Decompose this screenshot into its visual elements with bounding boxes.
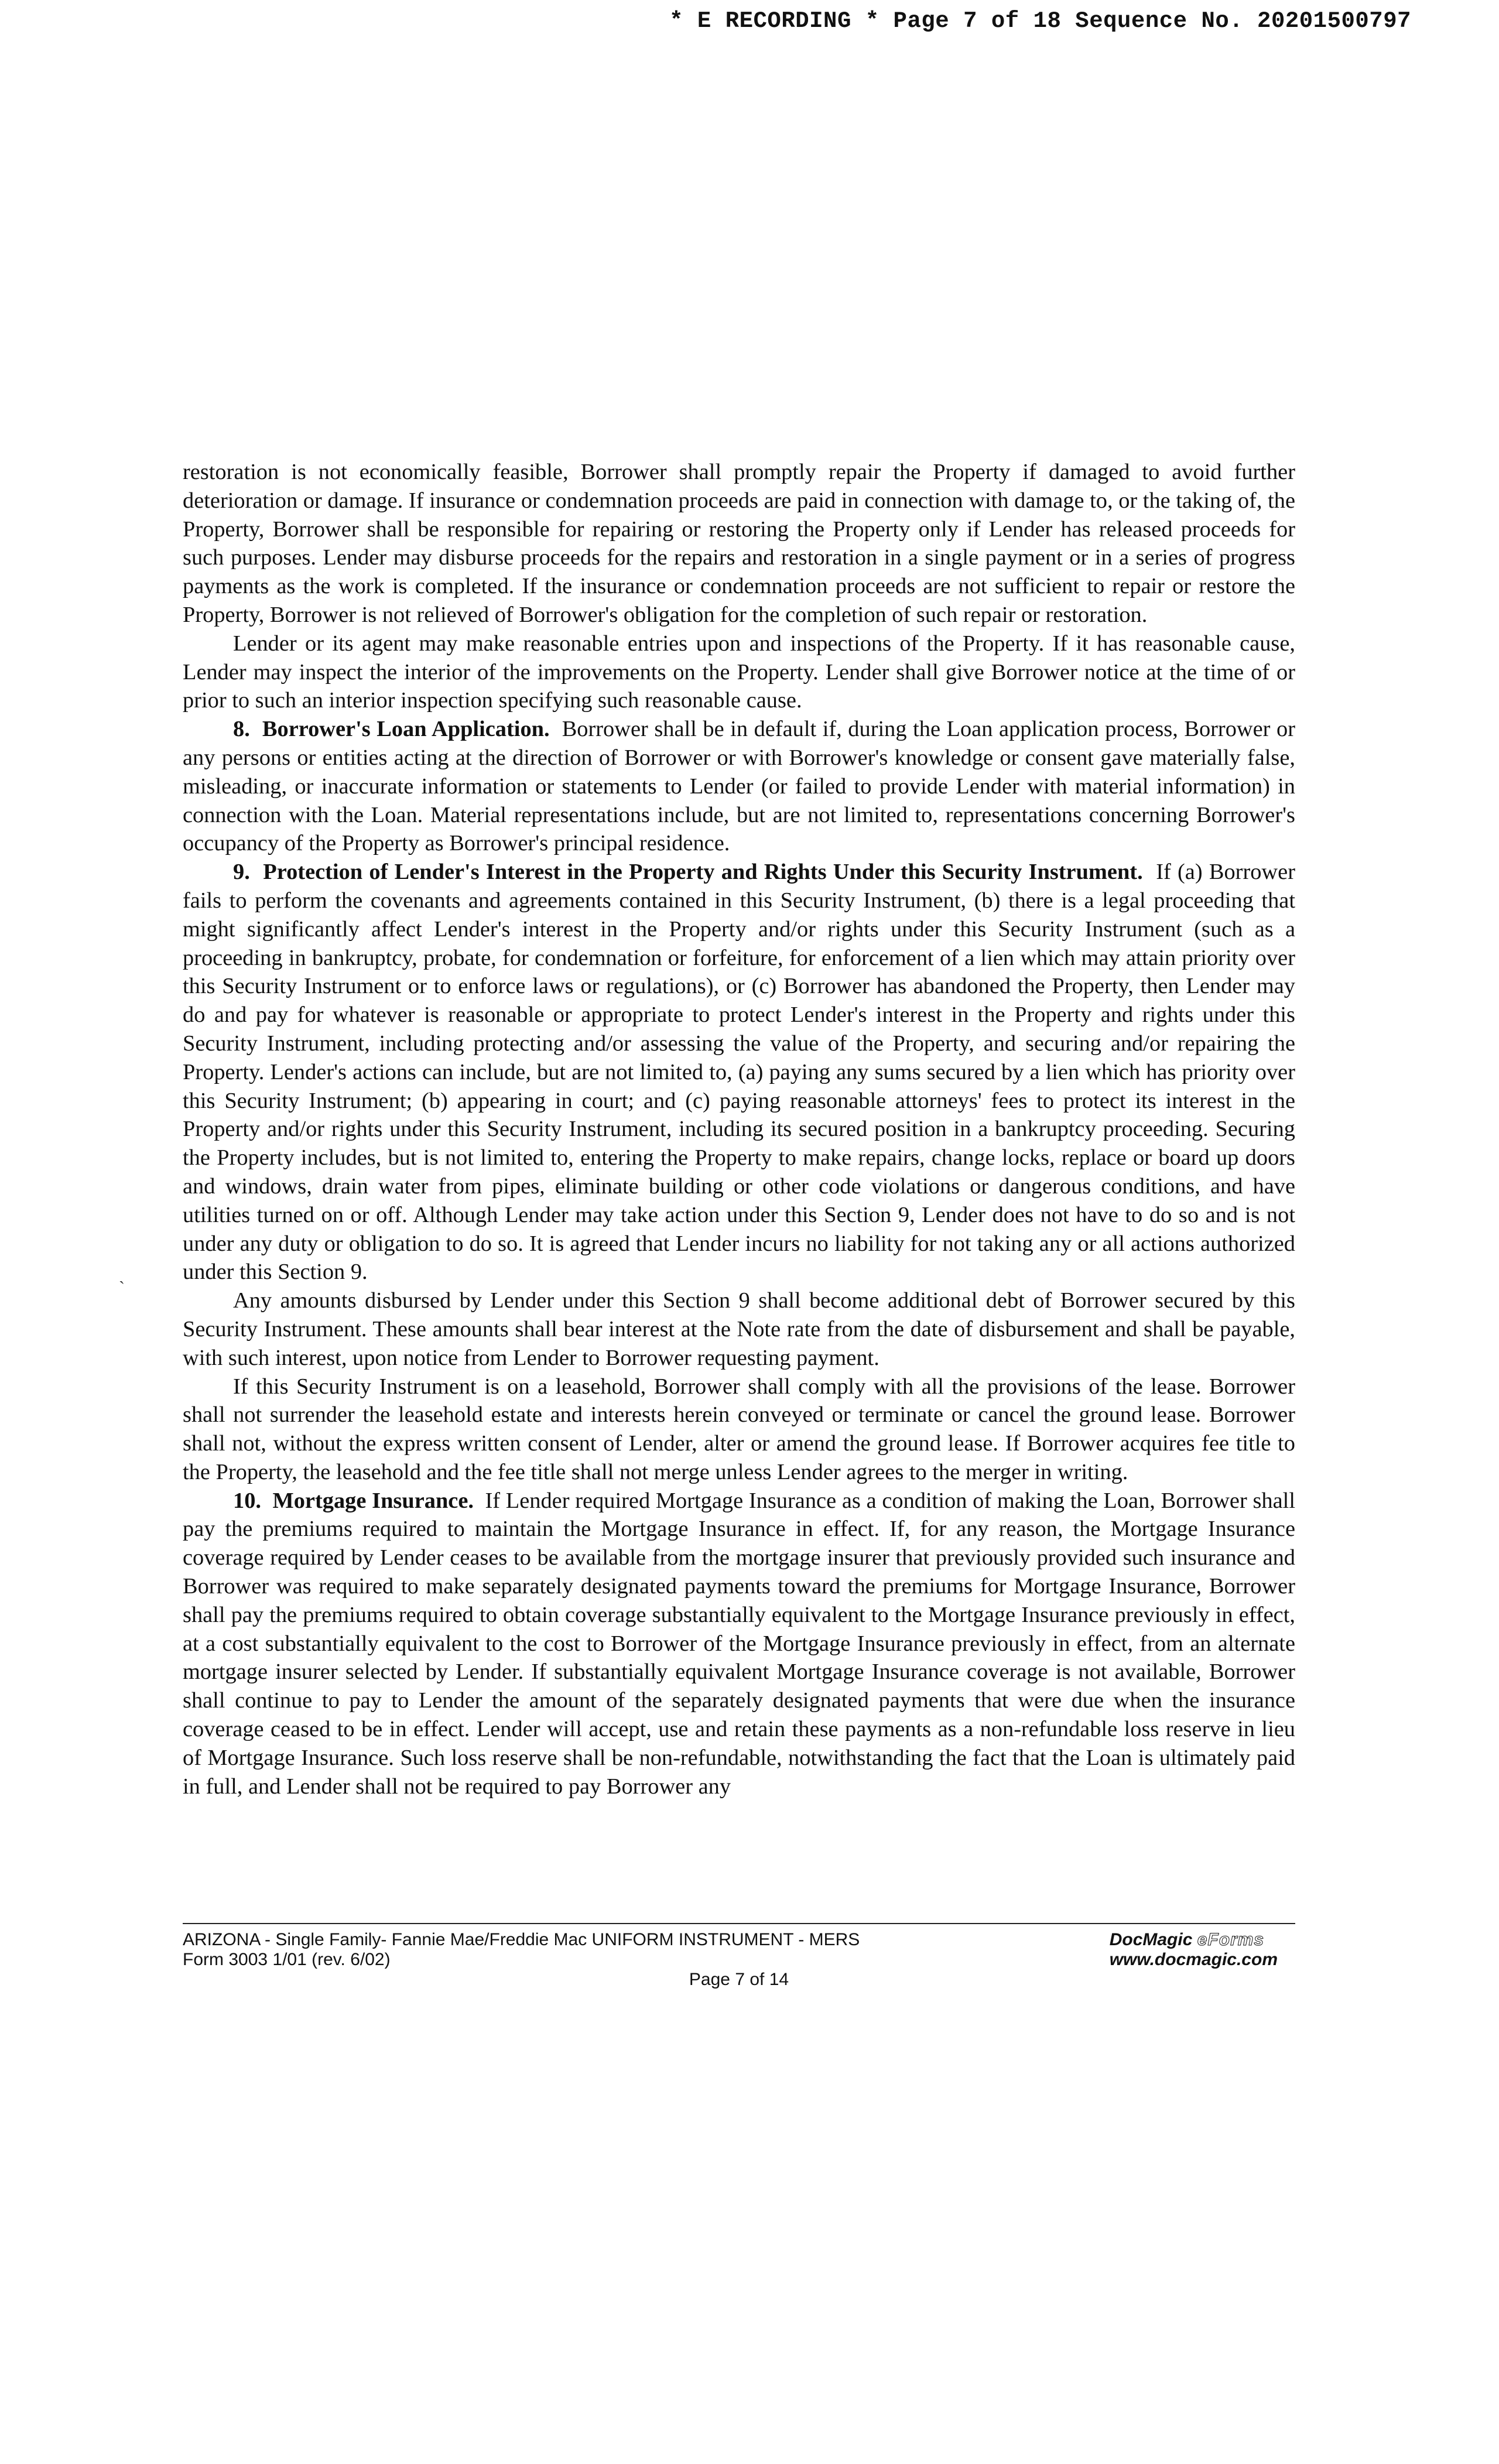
section-9: [183, 858, 1295, 1286]
section-10: [183, 1487, 1295, 1801]
form-number: Form 3003 1/01 (rev. 6/02): [183, 1950, 391, 1969]
document-body: [183, 458, 1295, 1801]
footer-form-info: [183, 1930, 860, 1970]
footer-brand: [1110, 1930, 1278, 1970]
brand-logo: [1110, 1930, 1278, 1950]
section-9-title: Protection of Lender's Interest in the Property and Rights Under this Security Instrument.: [263, 860, 1143, 885]
section-8-number: 8.: [233, 717, 250, 742]
section-9-number: 9.: [233, 860, 250, 885]
brand-docmagic: DocMagic: [1109, 1930, 1193, 1949]
section-8: [183, 715, 1295, 858]
brand-url: www.docmagic.com: [1109, 1950, 1278, 1969]
margin-mark: ˎ: [119, 1265, 125, 1284]
section-8-title: Borrower's Loan Application.: [262, 717, 550, 742]
paragraph-restoration: restoration is not economically feasible, Borrower shall promptly repair the Property if damaged to avoid further deterioration or damage. If insurance or condemnation proceeds are paid in connection with damage to, or the taking of, the Property, Borrower shall be responsible for repairing or restoring the Property only if Lender has released proceeds for such purposes. Lender may disburse proceeds for the repairs and restoration in a single payment or in a series of progress payments as the work is completed. If the insurance or condemnation proceeds are not sufficient to repair or restore the Property, Borrower is not relieved of Borrower's obligation for the completion of such repair or restoration.: [183, 460, 1295, 627]
section-10-title: Mortgage Insurance.: [272, 1488, 474, 1513]
section-9-text: If (a) Borrower fails to perform the covenants and agreements contained in this Security Instrument, (b) there is a legal proceeding that might significantly affect Lender's interest in the Property and/or rights under this Security Instrument (such as a proceeding in bankruptcy, probate, for condemnation or forfeiture, for enforcement of a lien which may attain priority over this Security Instrument or to enforce laws or regulations), or (c) Borrower has abandoned the Property, then Lender may do and pay for whatever is reasonable or appropriate to protect Lender's interest in the Property and rights under this Security Instrument, including protecting and/or assessing the value of the Property, and securing and/or repairing the Property. Lender's actions can include, but are not limited to, (a) paying any sums secured by a lien which has priority over this Security Instrument; (b) appearing in court; and (c) paying reasonable attorneys' fees to protect its interest in the Property and/or rights under this Security Instrument, including its secured position in a bankruptcy proceeding. Securing the Property includes, but is not limited to, entering the Property to make repairs, change locks, replace or board up doors and windows, drain water from pipes, eliminate building or other code violations or dangerous conditions, and have utilities turned on or off. Although Lender may take action under this Section 9, Lender does not have to do so and is not under any duty or obligation to do so. It is agreed that Lender incurs no liability for not taking any or all actions authorized under this Section 9.: [183, 860, 1295, 1285]
paragraph-leasehold: If this Security Instrument is on a leasehold, Borrower shall comply with all the provisions of the lease. Borrower shall not surrender the leasehold estate and interests herein conveyed or terminate or cancel the ground lease. Borrower shall not, without the express written consent of Lender, alter or amend the ground lease. If Borrower acquires fee title to the Property, the leasehold and the fee title shall not merge unless Lender agrees to the merger in writing.: [183, 1374, 1295, 1484]
section-10-number: 10.: [233, 1488, 261, 1513]
paragraph-disbursed-amounts: Any amounts disbursed by Lender under this Section 9 shall become additional debt of Borrower secured by this Security Instrument. These amounts shall bear interest at the Note rate from the date of disbursement and shall be payable, with such interest, upon notice from Lender to Borrower requesting payment.: [183, 1288, 1295, 1370]
page-number: Page 7 of 14: [689, 1970, 789, 1989]
section-10-text: If Lender required Mortgage Insurance as a condition of making the Loan, Borrower shall pay the premiums required to maintain the Mortgage Insurance in effect. If, for any reason, the Mortgage Insurance coverage required by Lender ceases to be available from the mortgage insurer that previously provided such insurance and Borrower was required to make separately designated payments toward the premiums for Mortgage Insurance, Borrower shall pay the premiums required to obtain coverage substantially equivalent to the Mortgage Insurance previously in effect, at a cost substantially equivalent to the cost to Borrower of the Mortgage Insurance previously in effect, from an alternate mortgage insurer selected by Lender. If substantially equivalent Mortgage Insurance coverage is not available, Borrower shall continue to pay to Lender the amount of the separately designated payments that were due when the insurance coverage ceased to be in effect. Lender will accept, use and retain these payments as a non-refundable loss reserve in lieu of Mortgage Insurance. Such loss reserve shall be non-refundable, notwithstanding the fact that the Loan is ultimately paid in full, and Lender shall not be required to pay Borrower any: [183, 1488, 1296, 1799]
form-title: ARIZONA - Single Family- Fannie Mae/Freddie Mac UNIFORM INSTRUMENT - MERS: [183, 1930, 860, 1949]
page-footer: [183, 1930, 1295, 2000]
section-8-text: Borrower shall be in default if, during the Loan application process, Borrower or any persons or entities acting at the direction of Borrower or with Borrower's knowledge or consent gave materially false, misleading, or inaccurate information or statements to Lender (or failed to provide Lender with material information) in connection with the Loan. Material representations include, but are not limited to, representations concerning Borrower's occupancy of the Property as Borrower's principal residence.: [183, 717, 1295, 856]
footer-divider: [183, 1923, 1295, 1924]
brand-eforms: eForms: [1197, 1930, 1265, 1949]
paragraph-inspection: Lender or its agent may make reasonable entries upon and inspections of the Property. If it has reasonable cause, Lender may inspect the interior of the improvements on the Property. Lender shall give Borrower notice at the time of or prior to such an interior inspection specifying such reasonable cause.: [183, 631, 1295, 713]
recording-header: * E RECORDING * Page 7 of 18 Sequence No. 20201500797: [669, 8, 1411, 34]
